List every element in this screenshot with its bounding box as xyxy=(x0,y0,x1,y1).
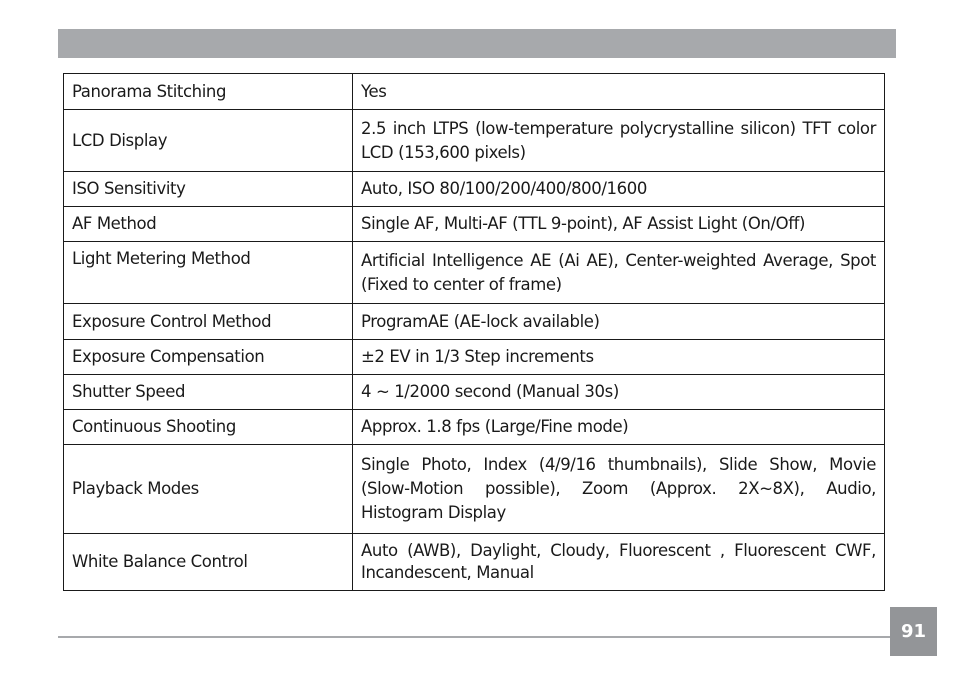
table-row xyxy=(64,304,885,340)
spec-value: Auto, ISO 80/100/200/400/800/1600 xyxy=(353,172,885,207)
spec-label: ISO Sensitivity xyxy=(64,172,353,207)
spec-value: Single Photo, Index (4/9/16 thumbnails), Slide Show, Movie (Slow-Motion possible), Zoom (Approx. 2X~8X), Audio, Histogram Display xyxy=(353,445,885,534)
spec-value: 4 ~ 1/2000 second (Manual 30s) xyxy=(353,375,885,410)
spec-label: Light Metering Method xyxy=(64,242,353,304)
spec-value: Approx. 1.8 fps (Large/Fine mode) xyxy=(353,410,885,445)
table-row xyxy=(64,74,885,110)
spec-value: Yes xyxy=(353,74,885,110)
table-row xyxy=(64,375,885,410)
table-row xyxy=(64,207,885,242)
spec-label: Continuous Shooting xyxy=(64,410,353,445)
spec-label: Exposure Control Method xyxy=(64,304,353,340)
footer-rule xyxy=(58,636,890,638)
spec-value: ProgramAE (AE-lock available) xyxy=(353,304,885,340)
header-bar xyxy=(58,29,896,58)
page-number: 91 xyxy=(890,607,937,656)
spec-value: 2.5 inch LTPS (low-temperature polycrystalline silicon) TFT color LCD (153,600 pixels) xyxy=(353,110,885,172)
table-row xyxy=(64,534,885,591)
table-row xyxy=(64,242,885,304)
spec-value: Single AF, Multi-AF (TTL 9-point), AF Assist Light (On/Off) xyxy=(353,207,885,242)
table-row xyxy=(64,110,885,172)
specifications-table xyxy=(63,73,885,591)
spec-label: Exposure Compensation xyxy=(64,340,353,375)
spec-label: LCD Display xyxy=(64,110,353,172)
spec-label: Panorama Stitching xyxy=(64,74,353,110)
spec-value: Artificial Intelligence AE (Ai AE), Center-weighted Average, Spot (Fixed to center of frame) xyxy=(353,242,885,304)
spec-label: Playback Modes xyxy=(64,445,353,534)
table-row xyxy=(64,172,885,207)
spec-value: Auto (AWB), Daylight, Cloudy, Fluorescent , Fluorescent CWF, Incandescent, Manual xyxy=(353,534,885,591)
spec-value: ±2 EV in 1/3 Step increments xyxy=(353,340,885,375)
table-row xyxy=(64,445,885,534)
table-row xyxy=(64,410,885,445)
spec-label: White Balance Control xyxy=(64,534,353,591)
spec-label: Shutter Speed xyxy=(64,375,353,410)
table-row xyxy=(64,340,885,375)
spec-label: AF Method xyxy=(64,207,353,242)
